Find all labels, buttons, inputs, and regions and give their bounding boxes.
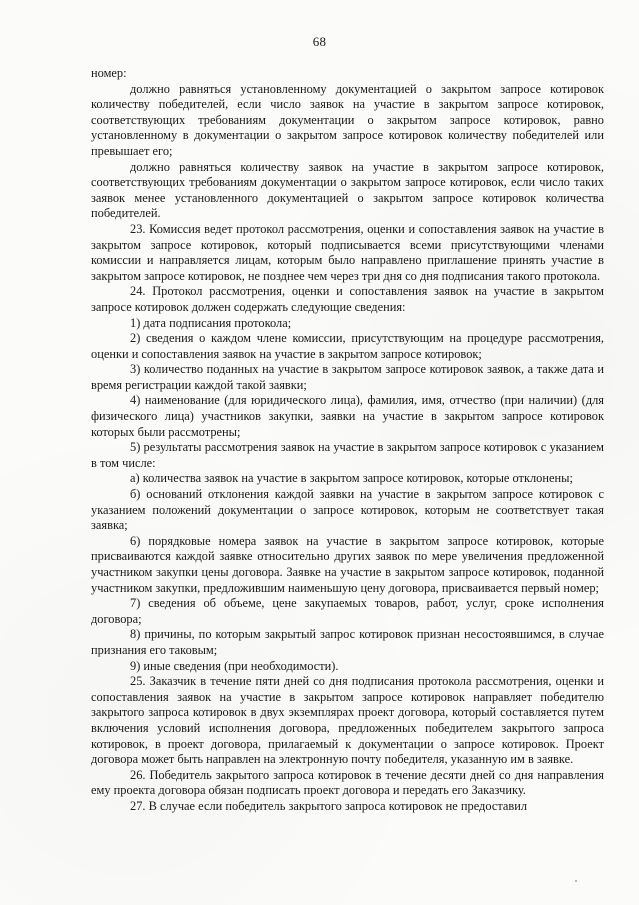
list-item: 4) наименование (для юридического лица), фамилия, имя, отчество (при наличии) (для физического лица) участников закупки, заявки на участие в закрытом запросе котировок которых были рассмотрены; (91, 393, 604, 439)
scan-speck (598, 262, 600, 264)
paragraph: должно равняться количеству заявок на участие в закрытом запросе котировок, соответствующих требованиям документации о закрытом запросе котировок, если число таких заявок менее установленного документацией о закрытом запросе котировок количества победителей. (91, 159, 604, 221)
document-body (91, 66, 604, 815)
page-number: 68 (312, 34, 327, 49)
list-item: 3) количество поданных на участие в закрытом запросе котировок заявок, а также дата и время регистрации каждой такой заявки; (91, 362, 604, 392)
list-item: 5) результаты рассмотрения заявок на участие в закрытом запросе котировок с указанием в том числе: (91, 440, 604, 470)
list-item: 7) сведения об объеме, цене закупаемых товаров, работ, услуг, сроке исполнения договора; (91, 596, 604, 626)
list-item: 2) сведения о каждом члене комиссии, присутствующим на процедуре рассмотрения, оценки и сопоставления заявок на участие в закрытом запросе котировок; (91, 331, 604, 361)
list-item: 6) порядковые номера заявок на участие в закрытом запросе котировок, которые присваиваются каждой заявке относительно других заявок по мере увеличения предложенной участником закупки цены договора. Заявке на участие в закрытом запросе котировок, поданной участником закупки, предложившим наименьшую цену договора, присваивается первый номер; (91, 533, 604, 595)
list-item: 9) иные сведения (при необходимости). (130, 658, 339, 673)
paragraph: номер: (91, 66, 127, 80)
paragraph-clause-24: 24. Протокол рассмотрения, оценки и сопоставления заявок на участие в закрытом запросе котировок должен содержать следующие сведения: (91, 284, 604, 314)
paragraph-clause-26: 26. Победитель закрытого запроса котировок в течение десяти дней со дня направления ему проекта договора обязан подписать проект договора и передать его Заказчику. (91, 767, 604, 798)
list-item: а) количества заявок на участие в закрытом запросе котировок, которые отклонены; (130, 471, 573, 486)
paragraph-clause-23: 23. Комиссия ведет протокол рассмотрения, оценки и сопоставления заявок на участие в закрытом запросе котировок, который подписывается всеми присутствующими членами комиссии и направляется лицам, которым было направлено приглашение принять участие в закрытом запросе котировок, не позднее чем через три дня со дня подписания такого протокола. (91, 221, 604, 283)
scan-speck (590, 238, 592, 240)
list-item: 1) дата подписания протокола; (130, 315, 292, 330)
paragraph-clause-25: 25. Заказчик в течение пяти дней со дня подписания протокола рассмотрения, оценки и сопоставления заявок на участие в закрытом запросе котировок направляет победителю закрытого запроса котировок в двух экземплярах проект договора, который составляется путем включения условий исполнения договора, предложенных победителем закрытого запроса котировок, в проект договора, прилагаемый к документации о запросе котировок. Проект договора может быть направлен на электронную почту победителя, указанную им в заявке. (91, 674, 604, 767)
list-item: б) оснований отклонения каждой заявки на участие в закрытом запросе котировок с указанием положений документации о запросе котировок, которым не соответствует такая заявка; (91, 487, 604, 533)
scan-speck (575, 880, 577, 882)
paragraph: должно равняться установленному документацией о закрытом запросе котировок количеству победителей, если число заявок на участие в закрытом запросе котировок, соответствующих требованиям документации о закрытом запросе котировок, равно установленному в документации о закрытом запросе котировок количеству победителей или превышает его; (91, 81, 604, 158)
paragraph-clause-27: 27. В случае если победитель закрытого запроса котировок не предоставил (130, 798, 528, 813)
list-item: 8) причины, по которым закрытый запрос котировок признан несостоявшимся, в случае признания его таковым; (91, 627, 604, 657)
